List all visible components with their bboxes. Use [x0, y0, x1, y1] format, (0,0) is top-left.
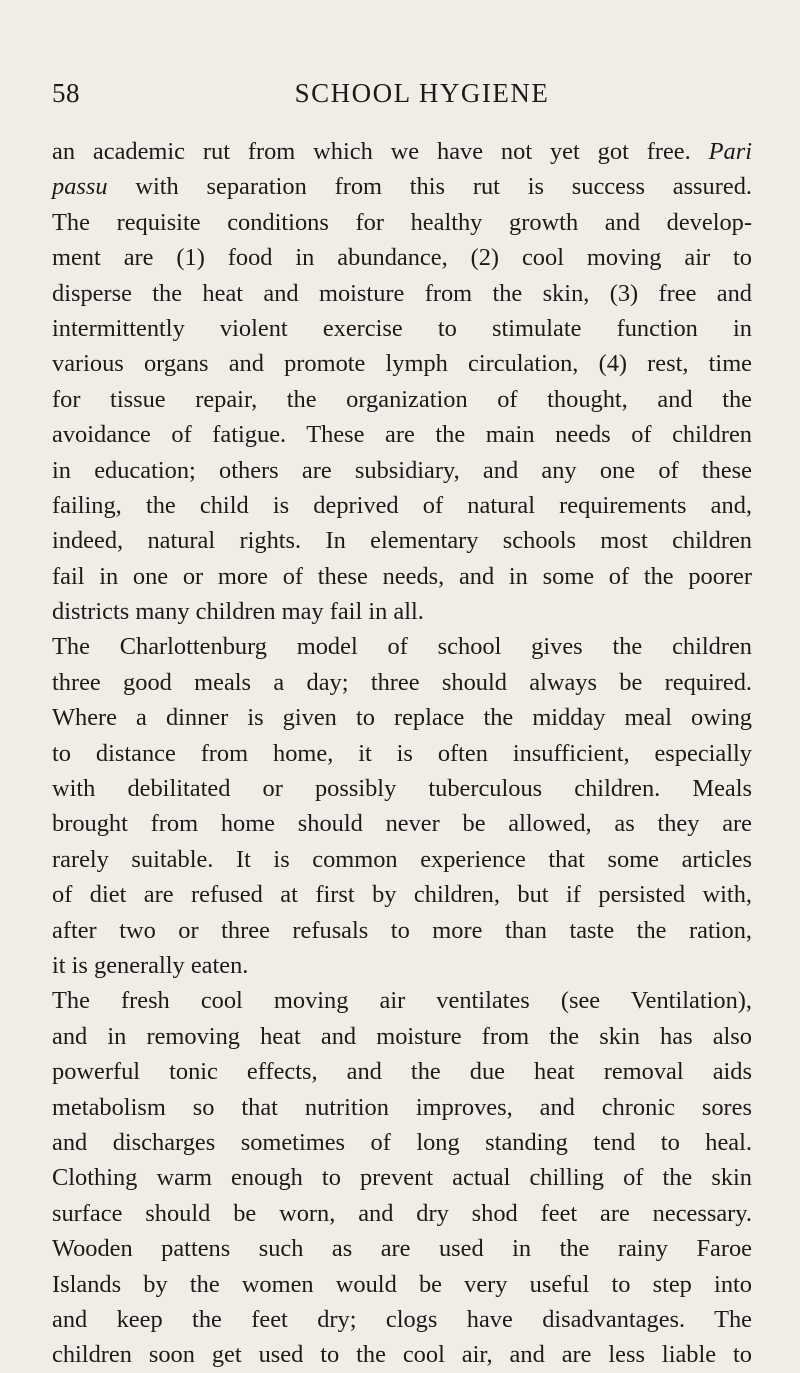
text-line — [52, 594, 752, 629]
text-line — [52, 1054, 752, 1089]
line-text: in education; others are subsidiary, and any one of these — [52, 456, 752, 484]
line-text: for tissue repair, the organization of thought, and the — [52, 385, 752, 413]
line-text: The requisite conditions for healthy growth and develop- — [52, 208, 752, 236]
text-line — [52, 169, 752, 204]
line-text: Islands by the women would be very useful to step into — [52, 1270, 752, 1298]
text-line — [52, 771, 752, 806]
line-text: districts many children may fail in all. — [52, 598, 424, 626]
line-text: with separation from this rut is success assured. — [107, 173, 752, 201]
text-line — [52, 983, 752, 1018]
line-text: The Charlottenburg model of school gives the children — [52, 633, 752, 661]
italic-text: passu — [52, 173, 108, 201]
text-line — [52, 205, 752, 240]
line-text: powerful tonic effects, and the due heat removal aids — [52, 1058, 752, 1086]
text-line — [52, 453, 752, 488]
text-line — [52, 417, 752, 452]
line-text: Clothing warm enough to prevent actual chilling of the skin — [52, 1164, 752, 1192]
body-text — [52, 134, 752, 1373]
text-line — [52, 134, 752, 169]
line-text: indeed, natural rights. In elementary schools most children — [52, 527, 752, 555]
text-line — [52, 488, 752, 523]
line-text: to distance from home, it is often insufficient, especially — [52, 739, 752, 767]
text-line — [52, 842, 752, 877]
text-line — [52, 1267, 752, 1302]
line-text: with debilitated or possibly tuberculous children. Meals — [52, 775, 752, 803]
text-line — [52, 1231, 752, 1266]
text-line — [52, 1337, 752, 1372]
line-text: surface should be worn, and dry shod feet are necessary. — [52, 1199, 752, 1227]
line-text: Wooden pattens such as are used in the rainy Faroe — [52, 1235, 752, 1263]
line-text: of diet are refused at first by children, but if persisted with, — [52, 881, 752, 909]
line-text: three good meals a day; three should always be required. — [52, 668, 752, 696]
line-text: Where a dinner is given to replace the midday meal owing — [52, 704, 752, 732]
line-text: and discharges sometimes of long standing tend to heal. — [52, 1128, 752, 1156]
text-line — [52, 877, 752, 912]
running-head: SCHOOL HYGIENE — [294, 78, 550, 108]
text-line — [52, 1302, 752, 1337]
text-line — [52, 382, 752, 417]
line-text: disperse the heat and moisture from the skin, (3) free and — [52, 279, 752, 307]
line-text: an academic rut from which we have not yet got free. — [52, 138, 709, 165]
line-text: and keep the feet dry; clogs have disadvantages. The — [52, 1305, 752, 1333]
text-line — [52, 913, 752, 948]
italic-text: Pari — [708, 138, 752, 165]
line-text: metabolism so that nutrition improves, and chronic sores — [52, 1093, 752, 1121]
line-text: and in removing heat and moisture from the skin has also — [52, 1022, 752, 1050]
page-header — [52, 78, 752, 118]
line-text: avoidance of fatigue. These are the main needs of children — [52, 421, 752, 449]
line-text: after two or three refusals to more than taste the ration, — [52, 916, 752, 944]
text-line — [52, 1125, 752, 1160]
text-line — [52, 559, 752, 594]
page-number: 58 — [52, 78, 80, 108]
text-line — [52, 948, 752, 983]
text-line — [52, 276, 752, 311]
line-text: fail in one or more of these needs, and in some of the poorer — [52, 562, 752, 590]
line-text: The fresh cool moving air ventilates (see Ventilation), — [52, 987, 752, 1015]
line-text: it is generally eaten. — [52, 951, 249, 979]
text-line — [52, 736, 752, 771]
line-text: rarely suitable. It is common experience that some articles — [52, 845, 752, 873]
text-line — [52, 1196, 752, 1231]
text-line — [52, 806, 752, 841]
line-text: various organs and promote lymph circulation, (4) rest, time — [52, 350, 752, 378]
text-line — [52, 1019, 752, 1054]
text-line — [52, 240, 752, 275]
text-line — [52, 1090, 752, 1125]
text-line — [52, 629, 752, 664]
text-line — [52, 700, 752, 735]
line-text: children soon get used to the cool air, and are less liable to — [52, 1341, 752, 1369]
text-line — [52, 311, 752, 346]
text-line — [52, 346, 752, 381]
line-text: ment are (1) food in abundance, (2) cool moving air to — [52, 244, 752, 272]
text-line — [52, 523, 752, 558]
line-text: brought from home should never be allowed, as they are — [52, 810, 752, 838]
text-line — [52, 1160, 752, 1195]
line-text: intermittently violent exercise to stimulate function in — [52, 314, 752, 342]
text-line — [52, 665, 752, 700]
line-text: failing, the child is deprived of natural requirements and, — [52, 491, 752, 519]
